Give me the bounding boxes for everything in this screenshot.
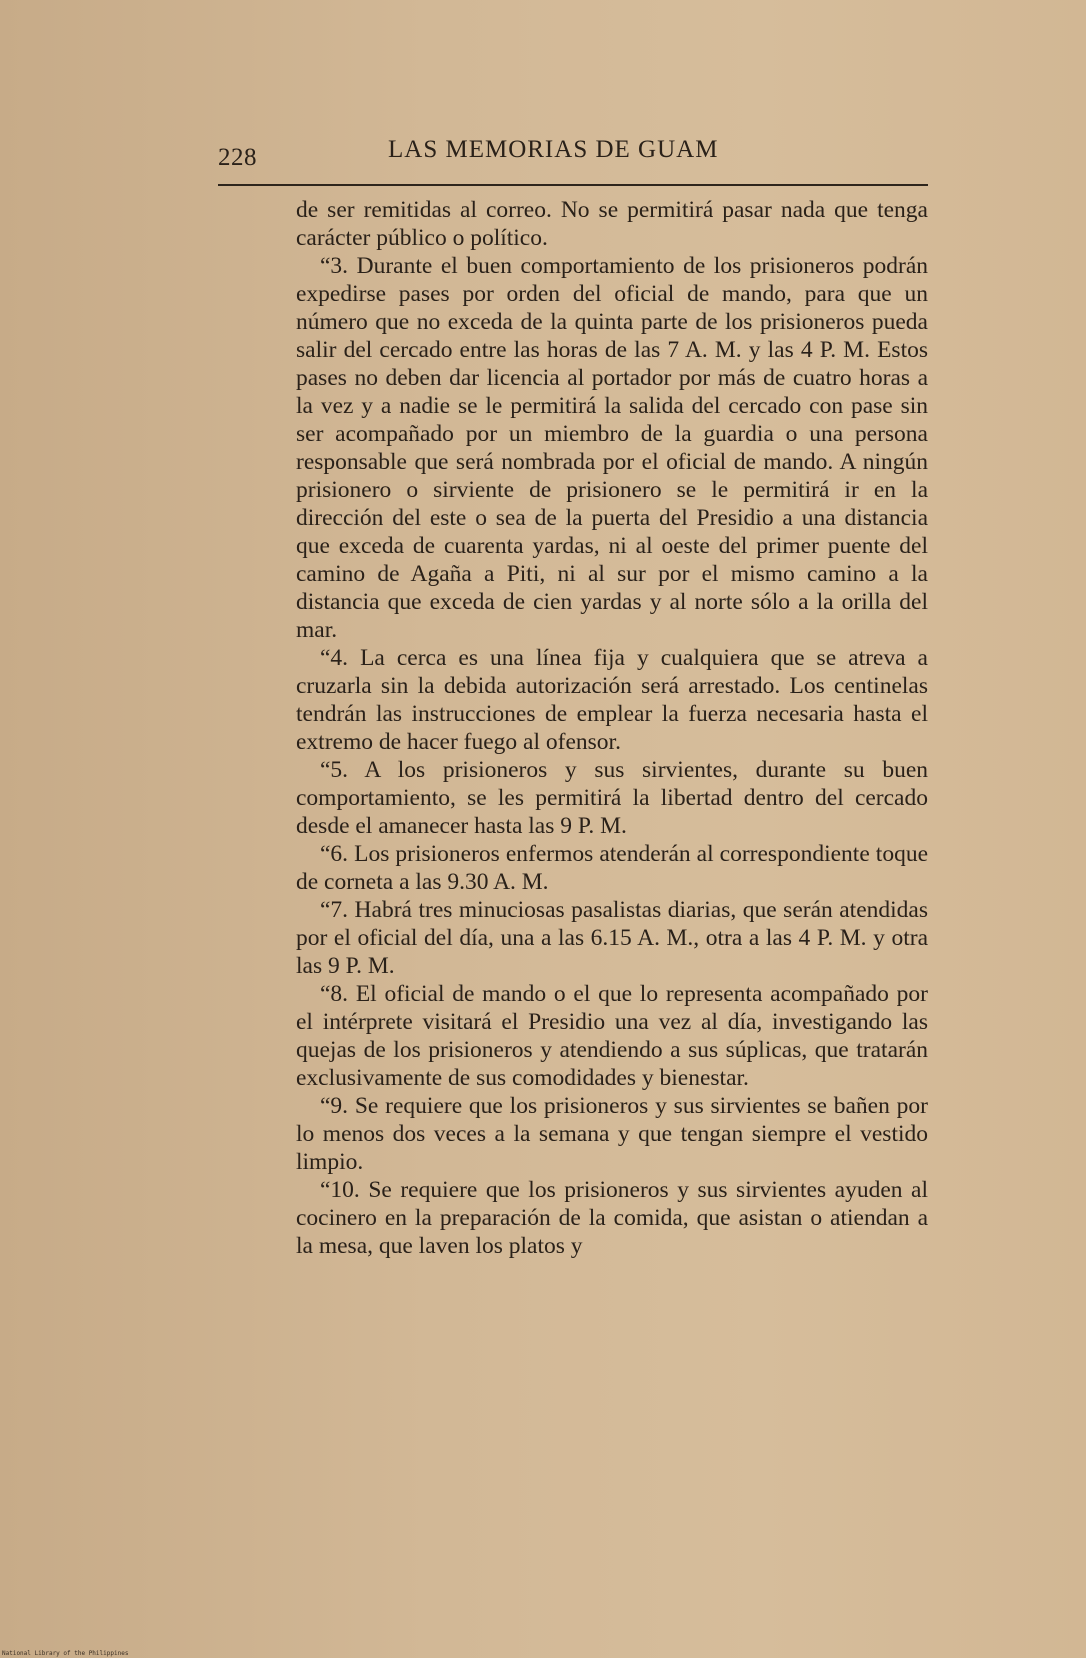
- body-text: [296, 196, 928, 1260]
- paragraph: “3. Durante el buen comportamiento de los prisioneros podrán expedirse pases por orden del oficial de mando, para que un número que no exceda de la quinta parte de los prisioneros pueda salir del cercado entre las horas de las 7 A. M. y las 4 P. M. Estos pases no deben dar licencia al portador por más de cuatro horas a la vez y a nadie se le permitirá la salida del cercado con pase sin ser acompañado por un miembro de la guardia o una persona responsable que será nombrada por el oficial de mando. A ningún prisionero o sirviente de prisionero se le permitirá ir en la dirección del este o sea de la puerta del Presidio a una distancia que exceda de cuarenta yardas, ni al oeste del primer puente del camino de Agaña a Piti, ni al sur por el mismo camino a la distancia que exceda de cien yardas y al norte sólo a la orilla del mar.: [296, 253, 928, 643]
- page-header: [218, 136, 928, 176]
- paragraph: “7. Habrá tres minuciosas pasalistas diarias, que serán atendidas por el oficial del día, una a las 6.15 A. M., otra a las 4 P. M. y otra las 9 P. M.: [296, 897, 928, 979]
- paragraph: “9. Se requiere que los prisioneros y sus sirvientes se bañen por lo menos dos veces a la semana y que tengan siempre el vestido limpio.: [296, 1093, 928, 1175]
- paragraph: “5. A los prisioneros y sus sirvientes, durante su buen comportamiento, se les permitirá la libertad dentro del cercado desde el amanecer hasta las 9 P. M.: [296, 757, 928, 839]
- paragraph: “4. La cerca es una línea fija y cualquiera que se atreva a cruzarla sin la debida autorización será arrestado. Los centinelas tendrán las instrucciones de emplear la fuerza necesaria hasta el extremo de hacer fuego al ofensor.: [296, 645, 928, 755]
- paragraph: “8. El oficial de mando o el que lo representa acompañado por el intérprete visitará el Presidio una vez al día, investigando las quejas de los prisioneros y atendiendo a sus súplicas, que tratarán exclusivamente de sus comodidades y bienestar.: [296, 981, 928, 1091]
- running-title: LAS MEMORIAS DE GUAM: [388, 136, 719, 163]
- paragraph: de ser remitidas al correo. No se permitirá pasar nada que tenga carácter público o político.: [296, 197, 928, 251]
- library-credit: National Library of the Philippines: [2, 1650, 129, 1657]
- paragraph: “10. Se requiere que los prisioneros y sus sirvientes ayuden al cocinero en la preparación de la comida, que asistan o atiendan a la mesa, que laven los platos y: [296, 1177, 928, 1259]
- header-rule: [218, 184, 928, 186]
- paragraph: “6. Los prisioneros enfermos atenderán al correspondiente toque de corneta a las 9.30 A. M.: [296, 841, 928, 895]
- page-number: 228: [218, 144, 257, 171]
